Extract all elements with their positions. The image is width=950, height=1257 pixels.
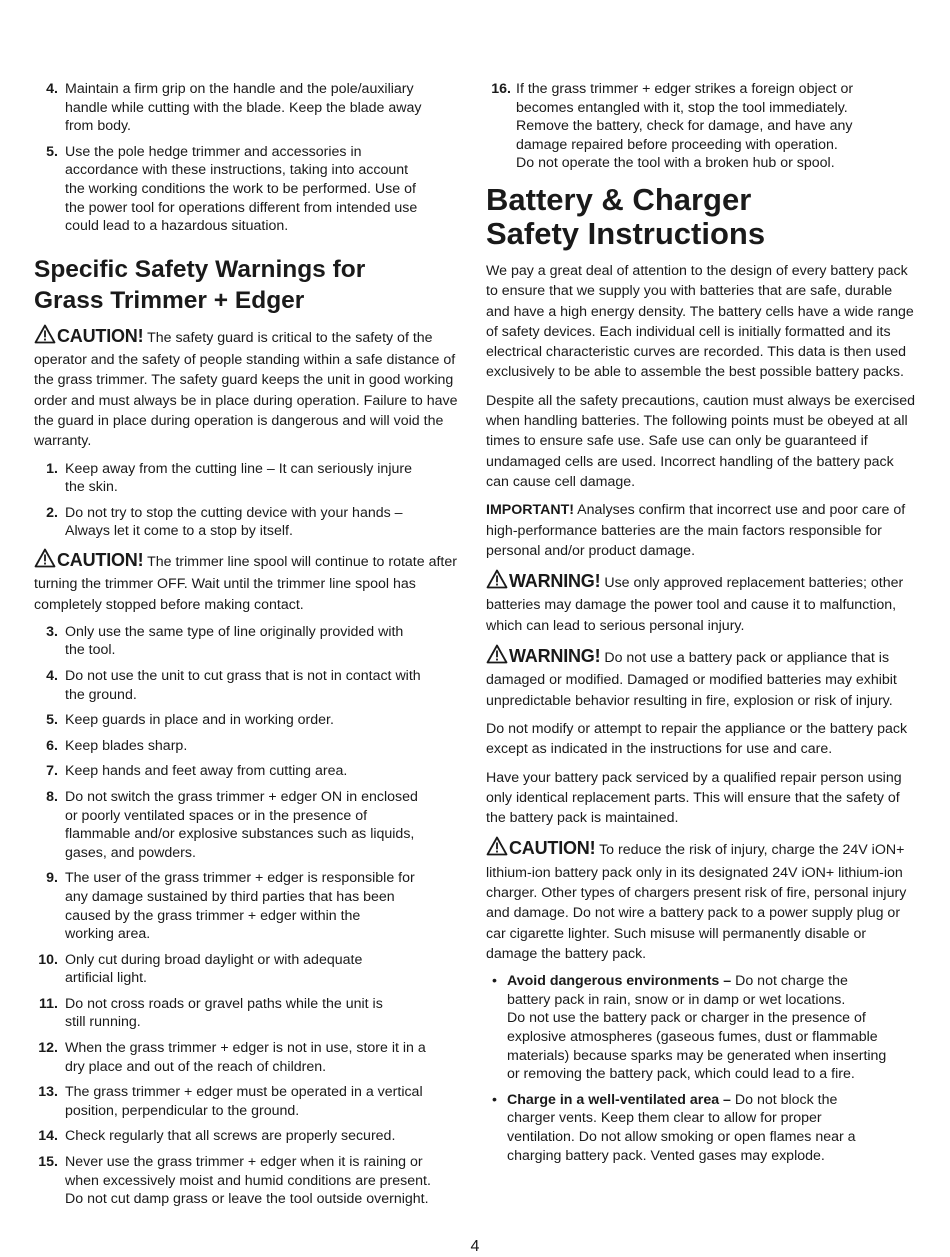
page-number: 4 (470, 1238, 480, 1255)
paragraph: Despite all the safety precautions, caution must always be exercised when handling batteries. The following points must be obeyed at all times to ensure safe use. Safe use can only be guaranteed if undamaged cells are used. Incorrect handling of the battery pack can cause cell damage. (486, 392, 915, 490)
caution-label: CAUTION! (57, 549, 144, 570)
list-item (34, 1153, 464, 1209)
bullet-lead: Avoid dangerous environments – (507, 973, 732, 990)
bullet-content (507, 1092, 856, 1164)
list-item (34, 737, 464, 756)
item-number: 7. (46, 763, 58, 780)
item-text: Use the pole hedge trimmer and accessories in accordance with these instructions, taking into account the working conditions the work to be performed. Use of the power tool for operations different from intended use could lead to a hazardous situation. (65, 143, 418, 235)
item-number: 10. (38, 951, 58, 968)
list-item (34, 80, 464, 136)
item-text: If the grass trimmer + edger strikes a foreign object or becomes entangled with it, stop the tool immediately. Remove the battery, check for damage, and have any damage repaired before proceeding with operation. Do not operate the tool with a broken hub or spool. (516, 81, 854, 172)
left-top-list (34, 80, 464, 236)
item-text: Only use the same type of line originally provided with the tool. (65, 623, 404, 659)
bullet-lead: Charge in a well-ventilated area – (507, 1091, 731, 1108)
list-item (34, 1083, 464, 1120)
caution-notice (486, 836, 918, 964)
item-number: 5. (46, 143, 58, 160)
item-number: 1. (46, 460, 58, 477)
item-number: 4. (46, 667, 58, 684)
warning-notice (486, 569, 918, 636)
bullet-dot: • (492, 973, 497, 990)
warning-triangle-icon (486, 644, 508, 670)
list-item (34, 869, 464, 943)
item-text: Only cut during broad daylight or with adequate artificial light. (65, 951, 363, 987)
list-item (34, 143, 464, 236)
caution-label: CAUTION! (509, 838, 596, 859)
paragraph: Do not modify or attempt to repair the appliance or the battery pack except as indicated in the instructions for use and care. (486, 720, 908, 758)
right-top-list (486, 80, 918, 173)
item-number: 5. (46, 712, 58, 729)
item-number: 4. (46, 81, 58, 97)
bullet-item (486, 1091, 918, 1165)
item-text: Keep blades sharp. (65, 737, 188, 754)
list-item (34, 623, 464, 660)
warning-notice (486, 644, 918, 711)
important-notice (486, 500, 918, 561)
paragraph: Have your battery pack serviced by a qualified repair person using only identical replacement parts. This will ensure that the safety of the battery pack is maintained. (486, 769, 902, 827)
caution-notice (34, 324, 464, 452)
caution-label: CAUTION! (57, 325, 144, 346)
section-heading-grass-trimmer: Specific Safety Warnings for Grass Trimmer + Edger (34, 255, 366, 314)
list-item (34, 1127, 464, 1146)
item-text: Keep hands and feet away from cutting area. (65, 763, 348, 780)
warning-triangle-icon (486, 569, 508, 595)
bullet-content (507, 973, 886, 1082)
important-label: IMPORTANT! (486, 502, 574, 519)
list-item (34, 762, 464, 781)
bullet-list (486, 972, 918, 1165)
item-number: 14. (38, 1128, 58, 1145)
item-text: Never use the grass trimmer + edger when it is raining or when excessively moist and humid conditions are present. Do not cut damp grass or leave the tool outside overnight. (65, 1154, 431, 1208)
item-text: When the grass trimmer + edger is not in use, store it in a dry place and out of the reach of children. (65, 1040, 426, 1075)
left-bottom-list (34, 623, 464, 1209)
item-number: 6. (46, 737, 58, 754)
list-item (34, 951, 464, 988)
section-heading-battery-charger: Battery & Charger Safety Instructions (486, 181, 766, 251)
list-item (34, 504, 464, 541)
item-number: 9. (46, 870, 58, 887)
item-number: 12. (38, 1040, 58, 1057)
item-number: 13. (38, 1084, 58, 1101)
item-text: Maintain a firm grip on the handle and the pole/auxiliary handle while cutting with the blade. Keep the blade away from body. (65, 81, 422, 135)
paragraph: We pay a great deal of attention to the design of every battery pack to ensure that we supply you with batteries that are safe, durable and have a high energy density. The battery cells have a wide range of safety devices. Each individual cell is initially formatted and its electrical characteristic curves are recorded. This data is then used exclusively to be able to assemble the best possible battery packs. (486, 262, 914, 381)
list-item (34, 1039, 464, 1076)
list-item (34, 788, 464, 862)
item-number: 3. (46, 623, 58, 640)
warning-triangle-icon (486, 836, 508, 862)
warning-text: Use only approved replacement batteries; other batteries may damage the power tool and cause it to malfunction, which can lead to serious personal injury. (486, 575, 904, 634)
caution-text: To reduce the risk of injury, charge the 24V iON+ lithium-ion battery pack only in its designated 24V iON+ lithium-ion charger. Other types of chargers present risk of fire, personal injury and damage. Do not wire a battery pack to a power supply plug or car cigarette lighter. Such misuse will permanently disable or damage the battery pack. (486, 842, 907, 962)
caution-text: The safety guard is critical to the safety of the operator and the safety of people standing within a safe distance of the grass trimmer. The safety guard keeps the unit in good working order and must always be in place during operation. Failure to have the guard in place during operation is dangerous and will void the warranty. (34, 329, 458, 450)
right-column (486, 80, 918, 1172)
item-text: Keep guards in place and in working order. (65, 712, 334, 729)
item-number: 2. (46, 504, 58, 521)
item-text: Do not cross roads or gravel paths while the unit is still running. (65, 995, 383, 1031)
warning-label: WARNING! (509, 646, 601, 667)
list-item (34, 711, 464, 730)
list-item (34, 460, 464, 497)
caution-text: The trimmer line spool will continue to rotate after turning the trimmer OFF. Wait until the trimmer line spool has completely stopped before making contact. (34, 553, 457, 613)
item-text: Check regularly that all screws are properly secured. (65, 1128, 396, 1145)
item-number: 8. (46, 788, 58, 805)
warning-text: Do not use a battery pack or appliance that is damaged or modified. Damaged or modified batteries may exhibit unpredictable behavior resulting in fire, explosion or risk of injury. (486, 650, 897, 709)
warning-triangle-icon (34, 548, 56, 574)
item-text: Do not switch the grass trimmer + edger ON in enclosed or poorly ventilated spaces or in the presence of flammable and/or explosive substances such as liquids, gases, and powders. (65, 788, 418, 861)
item-text: The user of the grass trimmer + edger is responsible for any damage sustained by third parties that has been caused by the grass trimmer + edger within the working area. (65, 870, 415, 943)
list-item (486, 80, 918, 173)
left-mid-list (34, 460, 464, 541)
bullet-text: Do not charge the battery pack in rain, snow or in damp or wet locations. Do not use the battery pack or charger in the presence of explosive atmospheres (gaseous fumes, dust or flammable materials) because sparks may be generated when inserting or removing the battery pack, which could lead to a fire. (507, 973, 887, 1083)
item-number: 15. (38, 1154, 58, 1171)
list-item (34, 667, 464, 704)
item-text: Do not try to stop the cutting device with your hands – Always let it come to a stop by itself. (65, 504, 403, 540)
item-text: Do not use the unit to cut grass that is not in contact with the ground. (65, 667, 421, 703)
bullet-text: Do not block the charger vents. Keep them clear to allow for proper ventilation. Do not allow smoking or open flames near a charging battery pack. Vented gases may explode. (507, 1091, 856, 1164)
item-number: 16. (491, 81, 511, 97)
caution-notice (34, 548, 464, 615)
warning-triangle-icon (34, 324, 56, 350)
bullet-item (486, 972, 918, 1084)
item-text: Keep away from the cutting line – It can seriously injure the skin. (65, 460, 412, 496)
item-text: The grass trimmer + edger must be operated in a vertical position, perpendicular to the ground. (65, 1084, 423, 1119)
important-text: Analyses confirm that incorrect use and poor care of high-performance batteries are the main factors responsible for personal and/or product damage. (486, 502, 906, 559)
warning-label: WARNING! (509, 571, 601, 592)
bullet-dot: • (492, 1091, 497, 1108)
list-item (34, 995, 464, 1032)
left-column (34, 80, 464, 1216)
item-number: 11. (39, 995, 58, 1012)
